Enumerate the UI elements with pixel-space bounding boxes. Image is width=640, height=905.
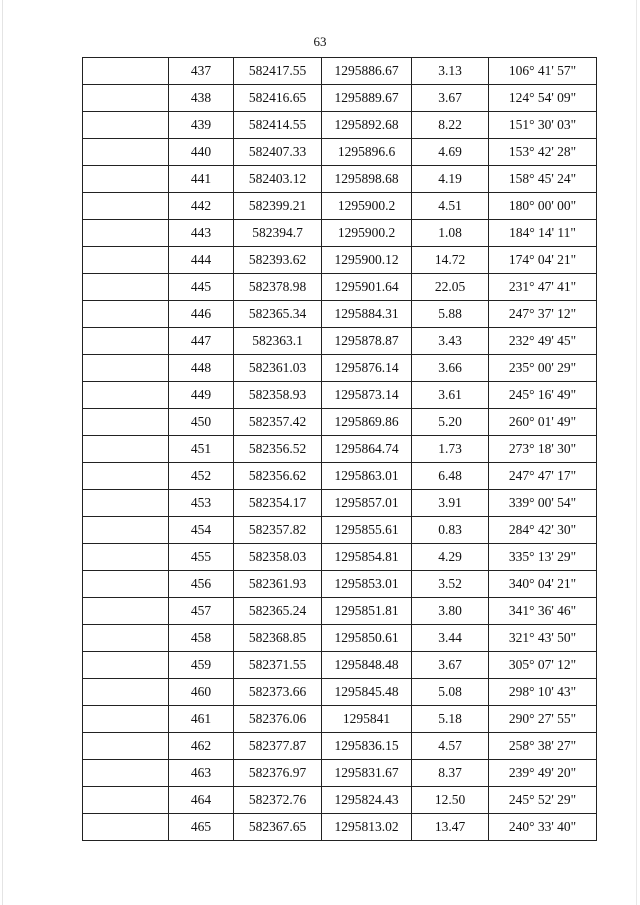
y-coordinate-cell: 1295878.87 <box>322 328 412 355</box>
x-coordinate-cell: 582371.55 <box>234 652 322 679</box>
table-row <box>83 652 597 679</box>
table-row <box>83 733 597 760</box>
point-number-cell: 461 <box>169 706 234 733</box>
direction-angle-cell: 340° 04' 21" <box>489 571 597 598</box>
point-number-cell: 457 <box>169 598 234 625</box>
row-label-cell <box>83 463 169 490</box>
point-number-cell: 454 <box>169 517 234 544</box>
x-coordinate-cell: 582417.55 <box>234 58 322 85</box>
row-label-cell <box>83 139 169 166</box>
row-label-cell <box>83 733 169 760</box>
x-coordinate-cell: 582365.34 <box>234 301 322 328</box>
distance-cell: 6.48 <box>412 463 489 490</box>
direction-angle-cell: 124° 54' 09" <box>489 85 597 112</box>
x-coordinate-cell: 582376.06 <box>234 706 322 733</box>
x-coordinate-cell: 582357.42 <box>234 409 322 436</box>
point-number-cell: 438 <box>169 85 234 112</box>
table-row <box>83 490 597 517</box>
y-coordinate-cell: 1295845.48 <box>322 679 412 706</box>
row-label-cell <box>83 166 169 193</box>
x-coordinate-cell: 582416.65 <box>234 85 322 112</box>
y-coordinate-cell: 1295886.67 <box>322 58 412 85</box>
distance-cell: 3.66 <box>412 355 489 382</box>
row-label-cell <box>83 625 169 652</box>
point-number-cell: 440 <box>169 139 234 166</box>
row-label-cell <box>83 409 169 436</box>
distance-cell: 22.05 <box>412 274 489 301</box>
coordinates-table <box>82 57 597 841</box>
table-row <box>83 355 597 382</box>
direction-angle-cell: 240° 33' 40" <box>489 814 597 841</box>
point-number-cell: 460 <box>169 679 234 706</box>
row-label-cell <box>83 58 169 85</box>
distance-cell: 8.37 <box>412 760 489 787</box>
x-coordinate-cell: 582361.93 <box>234 571 322 598</box>
y-coordinate-cell: 1295841 <box>322 706 412 733</box>
row-label-cell <box>83 706 169 733</box>
distance-cell: 13.47 <box>412 814 489 841</box>
direction-angle-cell: 245° 52' 29" <box>489 787 597 814</box>
distance-cell: 1.73 <box>412 436 489 463</box>
distance-cell: 5.08 <box>412 679 489 706</box>
y-coordinate-cell: 1295813.02 <box>322 814 412 841</box>
y-coordinate-cell: 1295884.31 <box>322 301 412 328</box>
x-coordinate-cell: 582365.24 <box>234 598 322 625</box>
direction-angle-cell: 232° 49' 45" <box>489 328 597 355</box>
distance-cell: 14.72 <box>412 247 489 274</box>
row-label-cell <box>83 652 169 679</box>
direction-angle-cell: 258° 38' 27" <box>489 733 597 760</box>
row-label-cell <box>83 355 169 382</box>
y-coordinate-cell: 1295896.6 <box>322 139 412 166</box>
y-coordinate-cell: 1295864.74 <box>322 436 412 463</box>
row-label-cell <box>83 247 169 274</box>
row-label-cell <box>83 490 169 517</box>
y-coordinate-cell: 1295855.61 <box>322 517 412 544</box>
point-number-cell: 449 <box>169 382 234 409</box>
x-coordinate-cell: 582372.76 <box>234 787 322 814</box>
direction-angle-cell: 106° 41' 57" <box>489 58 597 85</box>
table-row <box>83 139 597 166</box>
distance-cell: 12.50 <box>412 787 489 814</box>
row-label-cell <box>83 679 169 706</box>
direction-angle-cell: 235° 00' 29" <box>489 355 597 382</box>
point-number-cell: 441 <box>169 166 234 193</box>
distance-cell: 3.61 <box>412 382 489 409</box>
y-coordinate-cell: 1295851.81 <box>322 598 412 625</box>
table-row <box>83 301 597 328</box>
direction-angle-cell: 151° 30' 03" <box>489 112 597 139</box>
distance-cell: 5.20 <box>412 409 489 436</box>
x-coordinate-cell: 582407.33 <box>234 139 322 166</box>
table-row <box>83 85 597 112</box>
direction-angle-cell: 153° 42' 28" <box>489 139 597 166</box>
y-coordinate-cell: 1295853.01 <box>322 571 412 598</box>
y-coordinate-cell: 1295869.86 <box>322 409 412 436</box>
point-number-cell: 458 <box>169 625 234 652</box>
point-number-cell: 451 <box>169 436 234 463</box>
row-label-cell <box>83 598 169 625</box>
direction-angle-cell: 335° 13' 29" <box>489 544 597 571</box>
table-row <box>83 193 597 220</box>
row-label-cell <box>83 274 169 301</box>
table-row <box>83 463 597 490</box>
direction-angle-cell: 180° 00' 00" <box>489 193 597 220</box>
y-coordinate-cell: 1295901.64 <box>322 274 412 301</box>
point-number-cell: 445 <box>169 274 234 301</box>
y-coordinate-cell: 1295900.2 <box>322 193 412 220</box>
table-row <box>83 274 597 301</box>
x-coordinate-cell: 582363.1 <box>234 328 322 355</box>
x-coordinate-cell: 582354.17 <box>234 490 322 517</box>
row-label-cell <box>83 571 169 598</box>
table-row <box>83 247 597 274</box>
distance-cell: 3.43 <box>412 328 489 355</box>
direction-angle-cell: 321° 43' 50" <box>489 625 597 652</box>
point-number-cell: 459 <box>169 652 234 679</box>
distance-cell: 1.08 <box>412 220 489 247</box>
x-coordinate-cell: 582373.66 <box>234 679 322 706</box>
direction-angle-cell: 273° 18' 30" <box>489 436 597 463</box>
direction-angle-cell: 231° 47' 41" <box>489 274 597 301</box>
y-coordinate-cell: 1295892.68 <box>322 112 412 139</box>
y-coordinate-cell: 1295824.43 <box>322 787 412 814</box>
y-coordinate-cell: 1295889.67 <box>322 85 412 112</box>
row-label-cell <box>83 220 169 247</box>
y-coordinate-cell: 1295831.67 <box>322 760 412 787</box>
x-coordinate-cell: 582356.52 <box>234 436 322 463</box>
distance-cell: 5.88 <box>412 301 489 328</box>
table-row <box>83 409 597 436</box>
row-label-cell <box>83 436 169 463</box>
row-label-cell <box>83 301 169 328</box>
y-coordinate-cell: 1295900.12 <box>322 247 412 274</box>
point-number-cell: 462 <box>169 733 234 760</box>
point-number-cell: 455 <box>169 544 234 571</box>
point-number-cell: 450 <box>169 409 234 436</box>
table-row <box>83 166 597 193</box>
point-number-cell: 448 <box>169 355 234 382</box>
direction-angle-cell: 284° 42' 30" <box>489 517 597 544</box>
distance-cell: 5.18 <box>412 706 489 733</box>
row-label-cell <box>83 814 169 841</box>
x-coordinate-cell: 582358.03 <box>234 544 322 571</box>
x-coordinate-cell: 582361.03 <box>234 355 322 382</box>
direction-angle-cell: 305° 07' 12" <box>489 652 597 679</box>
x-coordinate-cell: 582357.82 <box>234 517 322 544</box>
row-label-cell <box>83 544 169 571</box>
distance-cell: 3.44 <box>412 625 489 652</box>
point-number-cell: 437 <box>169 58 234 85</box>
table-row <box>83 598 597 625</box>
table-row <box>83 517 597 544</box>
coordinates-table-body <box>83 58 597 841</box>
distance-cell: 4.29 <box>412 544 489 571</box>
direction-angle-cell: 239° 49' 20" <box>489 760 597 787</box>
direction-angle-cell: 184° 14' 11" <box>489 220 597 247</box>
direction-angle-cell: 158° 45' 24" <box>489 166 597 193</box>
distance-cell: 3.52 <box>412 571 489 598</box>
x-coordinate-cell: 582403.12 <box>234 166 322 193</box>
direction-angle-cell: 245° 16' 49" <box>489 382 597 409</box>
row-label-cell <box>83 193 169 220</box>
direction-angle-cell: 298° 10' 43" <box>489 679 597 706</box>
table-row <box>83 220 597 247</box>
distance-cell: 3.67 <box>412 85 489 112</box>
row-label-cell <box>83 760 169 787</box>
page-number: 63 <box>313 34 327 49</box>
table-row <box>83 706 597 733</box>
y-coordinate-cell: 1295873.14 <box>322 382 412 409</box>
table-row <box>83 436 597 463</box>
point-number-cell: 452 <box>169 463 234 490</box>
direction-angle-cell: 247° 47' 17" <box>489 463 597 490</box>
x-coordinate-cell: 582378.98 <box>234 274 322 301</box>
x-coordinate-cell: 582394.7 <box>234 220 322 247</box>
x-coordinate-cell: 582358.93 <box>234 382 322 409</box>
table-row <box>83 571 597 598</box>
y-coordinate-cell: 1295900.2 <box>322 220 412 247</box>
row-label-cell <box>83 328 169 355</box>
y-coordinate-cell: 1295876.14 <box>322 355 412 382</box>
x-coordinate-cell: 582393.62 <box>234 247 322 274</box>
row-label-cell <box>83 517 169 544</box>
row-label-cell <box>83 787 169 814</box>
point-number-cell: 444 <box>169 247 234 274</box>
x-coordinate-cell: 582399.21 <box>234 193 322 220</box>
x-coordinate-cell: 582377.87 <box>234 733 322 760</box>
point-number-cell: 465 <box>169 814 234 841</box>
table-row <box>83 382 597 409</box>
y-coordinate-cell: 1295836.15 <box>322 733 412 760</box>
point-number-cell: 447 <box>169 328 234 355</box>
distance-cell: 4.51 <box>412 193 489 220</box>
distance-cell: 4.57 <box>412 733 489 760</box>
table-row <box>83 625 597 652</box>
y-coordinate-cell: 1295850.61 <box>322 625 412 652</box>
distance-cell: 3.91 <box>412 490 489 517</box>
x-coordinate-cell: 582414.55 <box>234 112 322 139</box>
distance-cell: 4.19 <box>412 166 489 193</box>
y-coordinate-cell: 1295848.48 <box>322 652 412 679</box>
direction-angle-cell: 341° 36' 46" <box>489 598 597 625</box>
point-number-cell: 464 <box>169 787 234 814</box>
x-coordinate-cell: 582356.62 <box>234 463 322 490</box>
point-number-cell: 463 <box>169 760 234 787</box>
distance-cell: 3.13 <box>412 58 489 85</box>
table-row <box>83 787 597 814</box>
distance-cell: 4.69 <box>412 139 489 166</box>
y-coordinate-cell: 1295863.01 <box>322 463 412 490</box>
row-label-cell <box>83 112 169 139</box>
table-row <box>83 544 597 571</box>
direction-angle-cell: 260° 01' 49" <box>489 409 597 436</box>
point-number-cell: 453 <box>169 490 234 517</box>
distance-cell: 8.22 <box>412 112 489 139</box>
scan-edge-left <box>2 0 3 905</box>
point-number-cell: 446 <box>169 301 234 328</box>
y-coordinate-cell: 1295857.01 <box>322 490 412 517</box>
distance-cell: 3.67 <box>412 652 489 679</box>
x-coordinate-cell: 582376.97 <box>234 760 322 787</box>
table-row <box>83 814 597 841</box>
table-row <box>83 679 597 706</box>
direction-angle-cell: 339° 00' 54" <box>489 490 597 517</box>
x-coordinate-cell: 582367.65 <box>234 814 322 841</box>
x-coordinate-cell: 582368.85 <box>234 625 322 652</box>
table-row <box>83 760 597 787</box>
direction-angle-cell: 247° 37' 12" <box>489 301 597 328</box>
distance-cell: 0.83 <box>412 517 489 544</box>
table-row <box>83 112 597 139</box>
direction-angle-cell: 174° 04' 21" <box>489 247 597 274</box>
row-label-cell <box>83 382 169 409</box>
row-label-cell <box>83 85 169 112</box>
table-row <box>83 328 597 355</box>
scan-edge-right <box>636 0 637 905</box>
point-number-cell: 439 <box>169 112 234 139</box>
y-coordinate-cell: 1295854.81 <box>322 544 412 571</box>
direction-angle-cell: 290° 27' 55" <box>489 706 597 733</box>
distance-cell: 3.80 <box>412 598 489 625</box>
point-number-cell: 456 <box>169 571 234 598</box>
table-row <box>83 58 597 85</box>
point-number-cell: 442 <box>169 193 234 220</box>
y-coordinate-cell: 1295898.68 <box>322 166 412 193</box>
point-number-cell: 443 <box>169 220 234 247</box>
